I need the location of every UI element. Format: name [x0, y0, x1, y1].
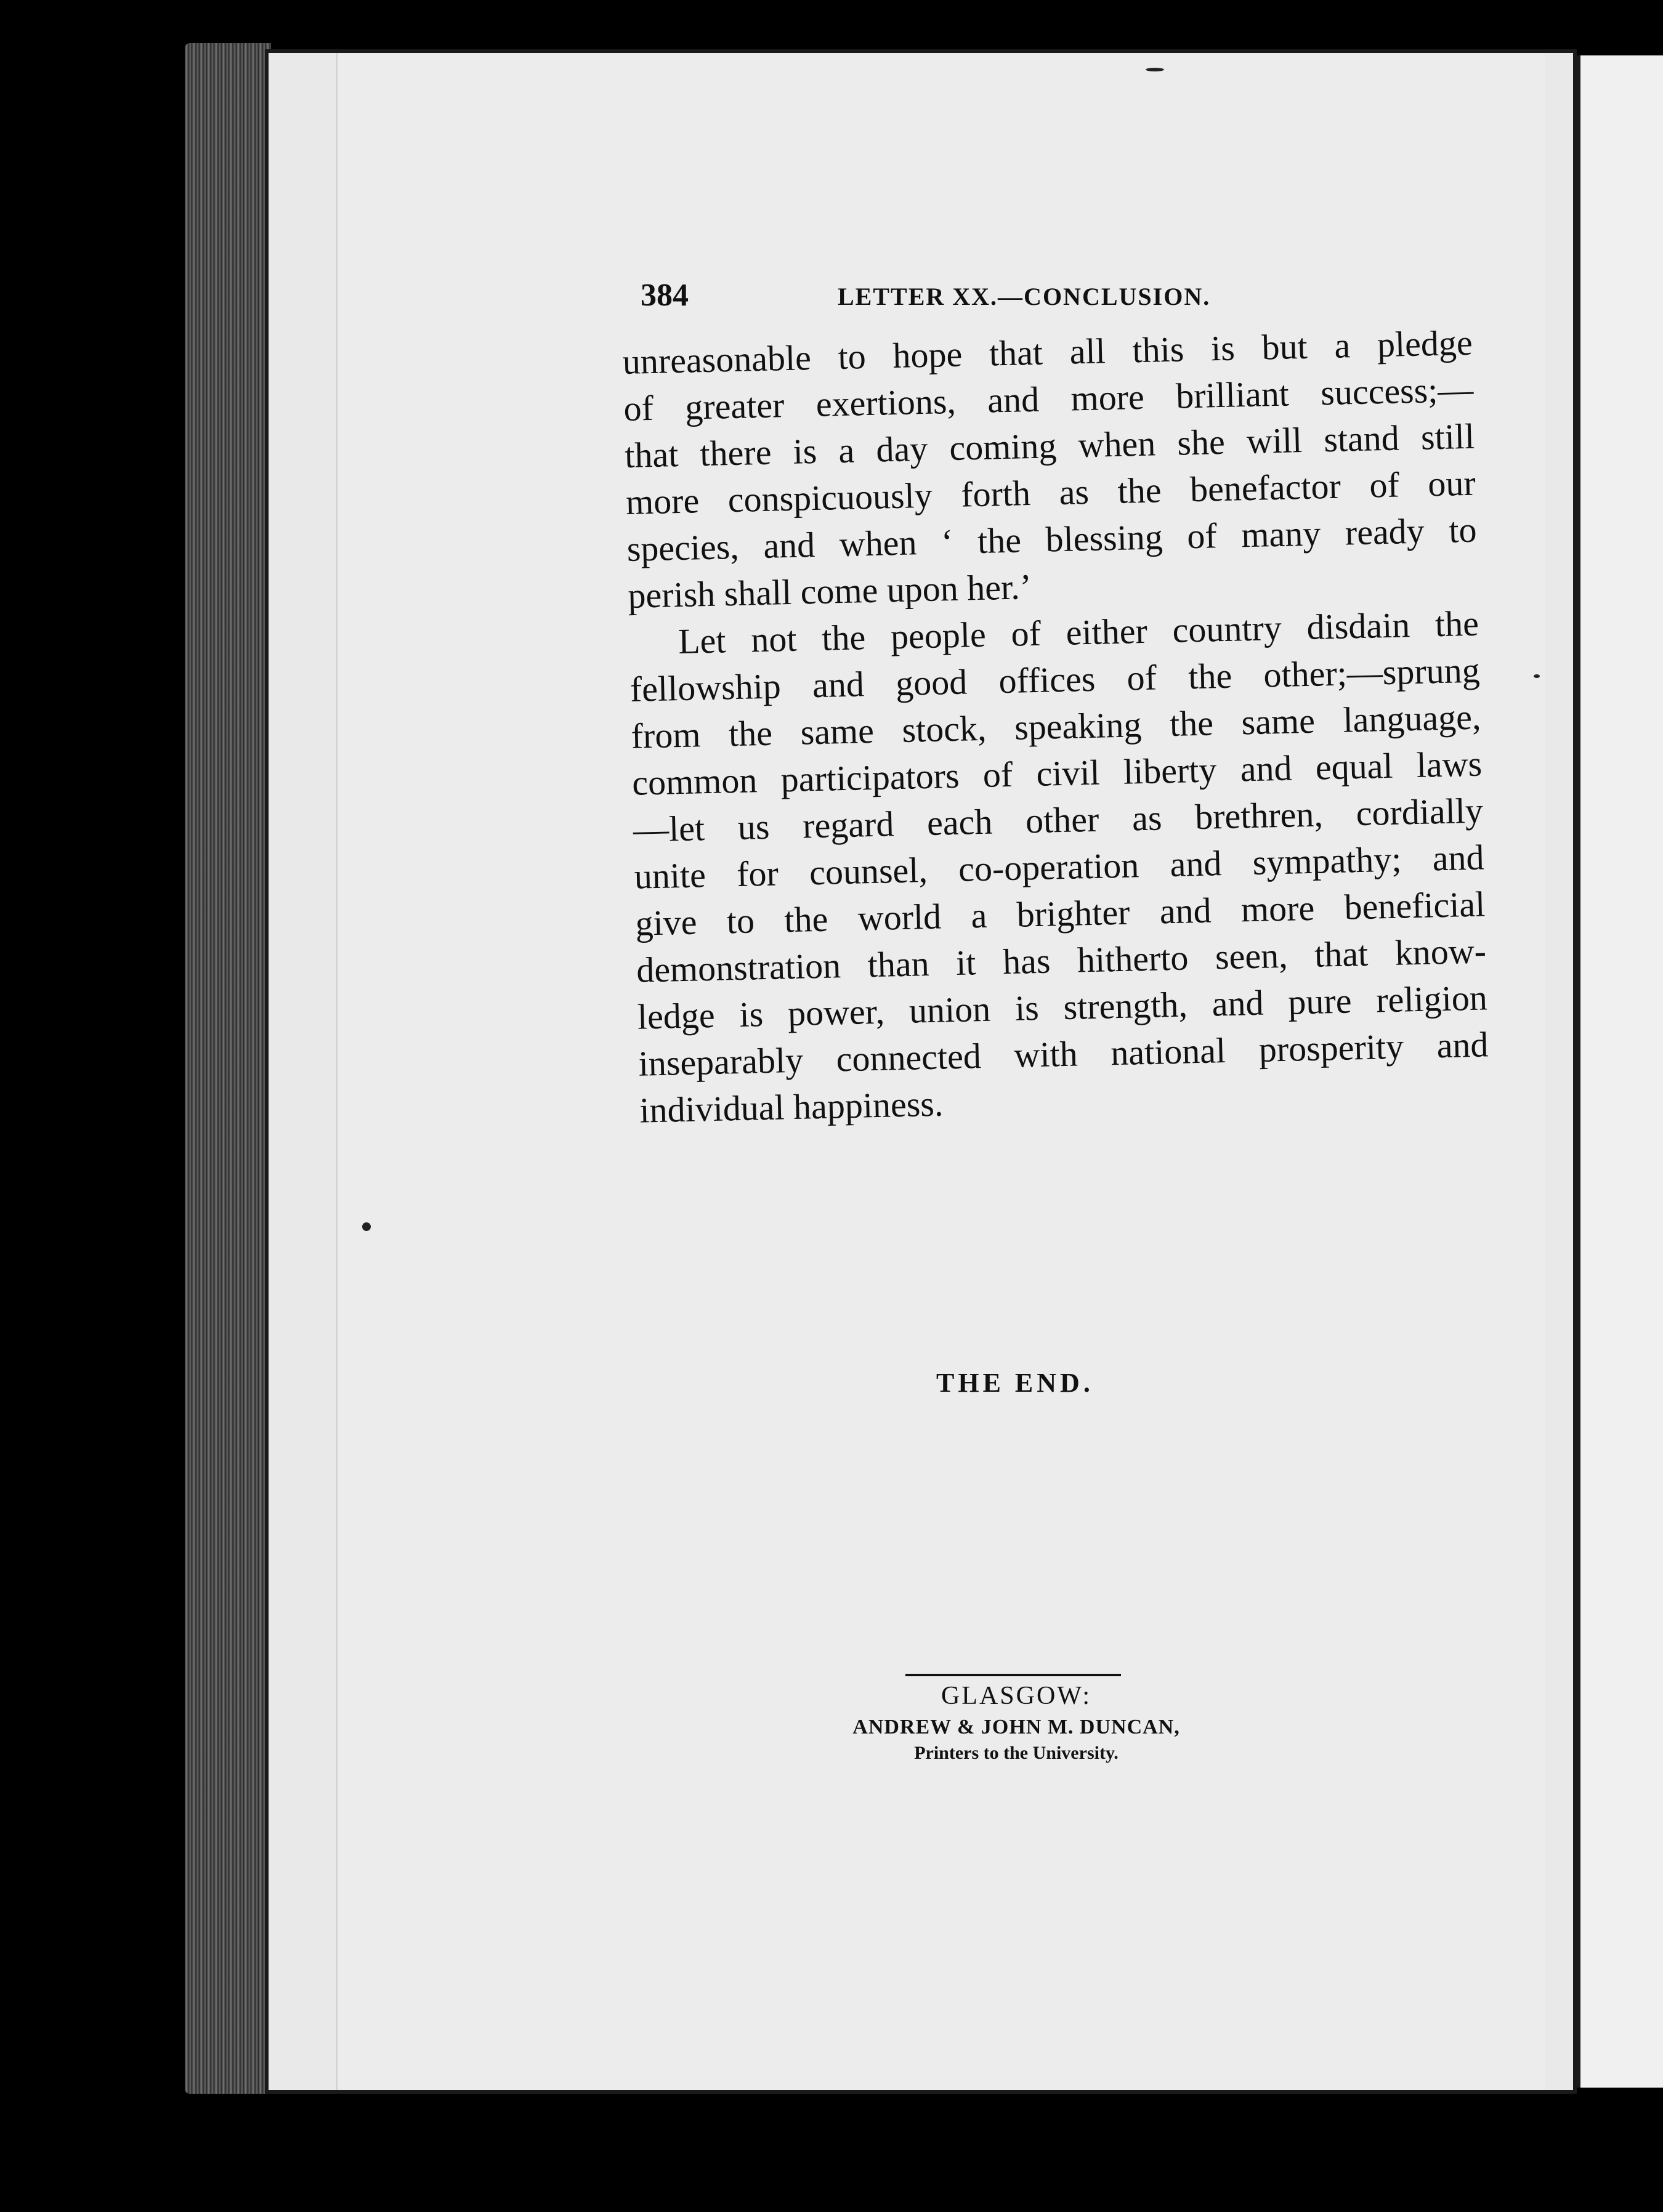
- text-line: —let us regard each other as brethren, cordially: [633, 790, 1484, 850]
- running-title: LETTER XX.—CONCLUSION.: [838, 283, 1211, 310]
- facing-page-edge: [1577, 55, 1663, 2088]
- book-edge: [185, 43, 271, 2094]
- text-line: inseparably connected with national prosperity and: [637, 1024, 1489, 1084]
- ink-speck: [362, 1222, 371, 1231]
- text-line: from the same stock, speaking the same language,: [630, 696, 1482, 756]
- text-line: Let not the people of either country disdain the: [678, 603, 1479, 662]
- text-line: give to the world a brighter and more beneficial: [634, 884, 1486, 943]
- text-line: unite for counsel, co-operation and sympathy; and: [634, 837, 1485, 897]
- imprint-rule: [905, 1674, 1121, 1676]
- body-text: [622, 320, 1490, 1134]
- imprint-printers: ANDREW & JOHN M. DUNCAN,: [852, 1716, 1180, 1738]
- ink-speck: [1146, 68, 1164, 71]
- page-number: 384: [641, 278, 689, 313]
- text-line: individual happiness.: [639, 1083, 944, 1131]
- imprint-city: GLASGOW:: [941, 1682, 1092, 1710]
- text-line: common participators of civil liberty and equal laws: [631, 743, 1483, 803]
- text-line: of greater exertions, and more brilliant success;—: [623, 369, 1474, 429]
- text-line: demonstration than it has hitherto seen, that know-: [636, 930, 1487, 990]
- text-line: that there is a day coming when she will stand still: [624, 416, 1475, 475]
- printer-imprint: [831, 1681, 1201, 1764]
- imprint-university: Printers to the University.: [914, 1743, 1119, 1763]
- text-line: perish shall come upon her.’: [627, 567, 1032, 616]
- text-line: species, and when ‘ the blessing of many ready to: [626, 509, 1478, 569]
- text-line: fellowship and good offices of the other;—sprung: [629, 650, 1481, 709]
- the-end-heading: THE END.: [936, 1368, 1094, 1398]
- text-line: ledge is power, union is strength, and pure religion: [637, 977, 1488, 1037]
- text-line: unreasonable to hope that all this is but a pledge: [622, 322, 1473, 382]
- ink-speck: [1534, 674, 1540, 678]
- text-line: more conspicuously forth as the benefactor of our: [625, 462, 1476, 522]
